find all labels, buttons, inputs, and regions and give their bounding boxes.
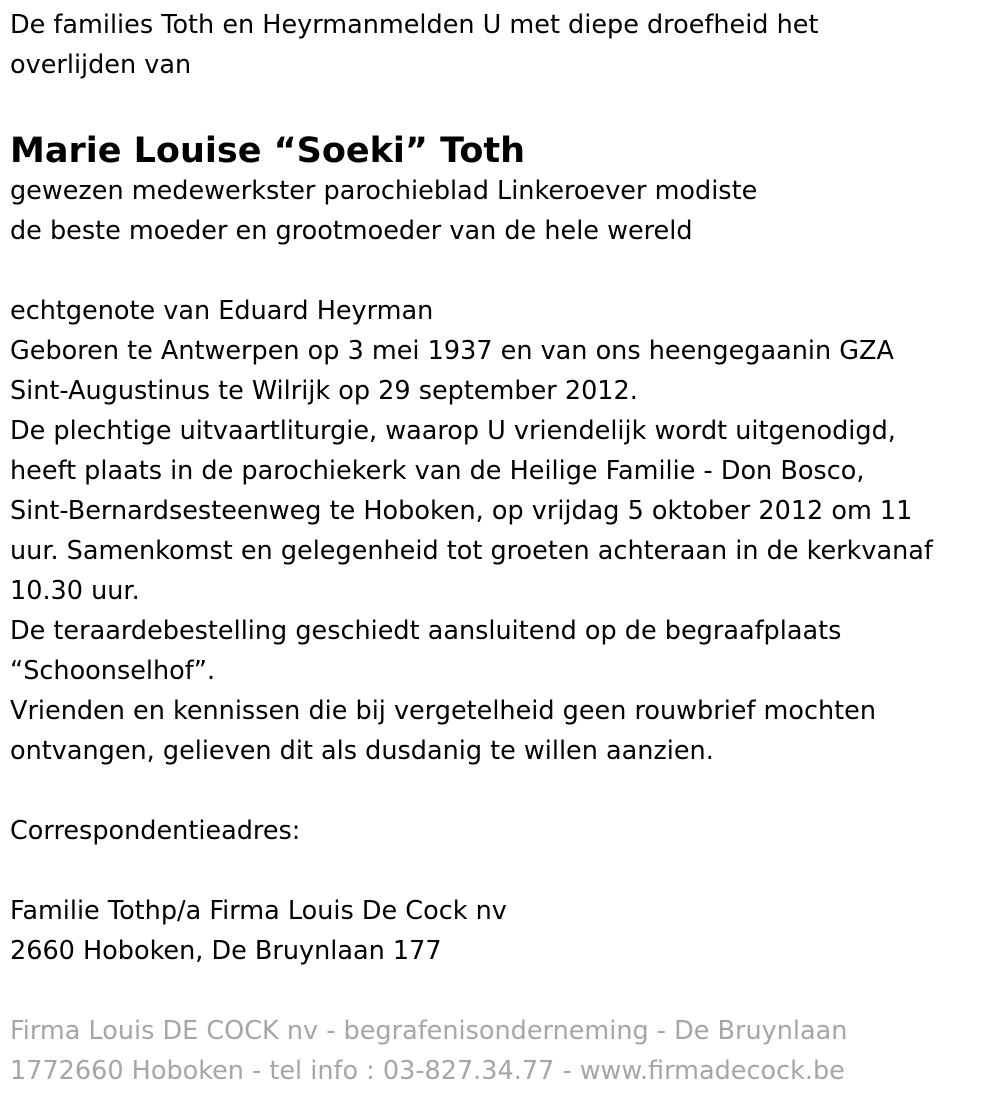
- subtitle-text: [10, 171, 995, 251]
- spacer: [10, 251, 995, 291]
- spacer: [10, 971, 995, 1011]
- address-line: 2660 Hoboken, De Bruynlaan 177: [10, 936, 442, 966]
- footer-line: Firma Louis DE COCK nv - begrafenisonderneming - De Bruynlaan: [10, 1016, 848, 1046]
- obituary-notice: [10, 0, 995, 1091]
- body-line: 10.30 uur.: [10, 576, 140, 606]
- intro-line: overlijden van: [10, 50, 192, 80]
- body-line: Geboren te Antwerpen op 3 mei 1937 en van ons heengegaanin GZA: [10, 336, 894, 366]
- funeral-home-footer: [10, 1011, 995, 1091]
- body-line: heeft plaats in de parochiekerk van de Heilige Familie - Don Bosco,: [10, 456, 865, 486]
- subtitle-line: de beste moeder en grootmoeder van de hele wereld: [10, 216, 693, 246]
- correspondence-label: Correspondentieadres:: [10, 816, 301, 846]
- intro-line: De families Toth en Heyrmanmelden U met diepe droefheid het: [10, 10, 819, 40]
- body-line: “Schoonselhof”.: [10, 656, 216, 686]
- intro-text: [10, 5, 995, 85]
- footer-line: 1772660 Hoboken - tel info : 03-827.34.77 - www.firmadecock.be: [10, 1056, 845, 1086]
- body-line: Sint-Bernardsesteenweg te Hoboken, op vrijdag 5 oktober 2012 om 11: [10, 496, 913, 526]
- deceased-name: Marie Louise “Soeki” Toth: [10, 131, 526, 171]
- spacer: [10, 851, 995, 891]
- body-line: De plechtige uitvaartliturgie, waarop U vriendelijk wordt uitgenodigd,: [10, 416, 896, 446]
- body-line: Sint-Augustinus te Wilrijk op 29 september 2012.: [10, 376, 638, 406]
- body-line: Vrienden en kennissen die bij vergetelheid geen rouwbrief mochten: [10, 696, 877, 726]
- body-line: ontvangen, gelieven dit als dusdanig te willen aanzien.: [10, 736, 714, 766]
- address-line: Familie Tothp/a Firma Louis De Cock nv: [10, 896, 507, 926]
- subtitle-line: gewezen medewerkster parochieblad Linkeroever modiste: [10, 176, 758, 206]
- body-line: echtgenote van Eduard Heyrman: [10, 296, 434, 326]
- body-line: De teraardebestelling geschiedt aansluitend op de begraafplaats: [10, 616, 842, 646]
- body-text: [10, 291, 995, 771]
- address-block: [10, 891, 995, 971]
- body-line: uur. Samenkomst en gelegenheid tot groeten achteraan in de kerkvanaf: [10, 536, 933, 566]
- spacer: [10, 771, 995, 811]
